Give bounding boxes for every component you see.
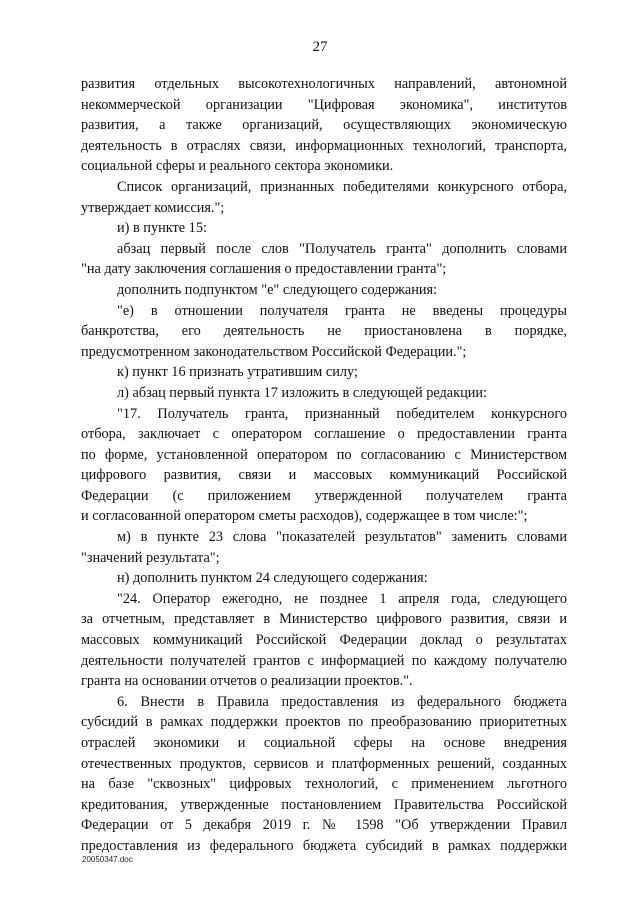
text-line: "24. Оператор ежегодно, не позднее 1 апреля года, следующего [117,590,567,607]
text-line: цифрового развития, связи и массовых коммуникаций Российской [81,467,567,484]
text-line: по форме, установленной оператором по согласованию с Министерством [81,446,567,463]
text-line: за отчетным, представляет в Министерство цифрового развития, связи и [81,611,567,628]
text-line: 6. Внести в Правила предоставления из федерального бюджета [117,693,567,710]
text-line: деятельности получателей грантов с информацией по каждому получателю [81,652,567,669]
text-line: "е) в отношении получателя гранта не введены процедуры [117,302,567,319]
text-line: "значений результата"; [81,549,220,566]
text-line: массовых коммуникаций Российской Федерации доклад о результатах [81,632,567,649]
text-line: гранта на основании отчетов о реализации проектов.". [81,673,413,690]
text-line: "на дату заключения соглашения о предоставлении гранта"; [81,261,447,278]
text-line: развития отдельных высокотехнологичных направлений, автономной [81,76,567,92]
text-line: отраслей экономики и социальной сферы на основе внедрения [81,735,567,751]
text-line: дополнить подпунктом "е" следующего содержания: [117,281,438,298]
text-line: деятельность в отраслях связи, информационных технологий, транспорта, [81,137,567,154]
text-line: л) абзац первый пункта 17 изложить в следующей редакции: [117,384,487,401]
page-number: 27 [312,39,328,55]
text-line: и) в пункте 15: [117,220,207,237]
document-body [81,74,567,857]
text-line: к) пункт 16 признать утратившим силу; [117,364,358,381]
text-line: банкротства, его деятельность не приостановлена в порядке, [81,323,567,340]
text-line: и согласованной оператором сметы расходов), содержащее в том числе:"; [81,508,528,525]
text-line: социальной сферы и реального сектора экономики. [81,158,394,175]
text-line: утверждает комиссия."; [81,199,225,216]
text-line: м) в пункте 23 слова "показателей результатов" заменить словами [117,529,567,546]
text-line: развития, а также организаций, осуществляющих экономическую [81,117,567,134]
text-line: некоммерческой организации "Цифровая экономика", институтов [81,96,567,113]
text-line: на базе "сквозных" цифровых технологий, с применением льготного [81,776,567,793]
text-line: субсидий в рамках поддержки проектов по преобразованию приоритетных [81,714,567,731]
text-line: н) дополнить пунктом 24 следующего содержания: [117,570,428,587]
text-line: отечественных продуктов, сервисов и платформенных решений, созданных [81,755,567,772]
text-line: Федерации (с приложением утвержденной получателем гранта [81,487,567,504]
text-line: Федерации от 5 декабря 2019 г. № 1598 "Об утверждении Правил [81,817,567,834]
footer-filename: 20050347.doc [82,855,133,864]
text-line: кредитования, утвержденные постановлением Правительства Российской [81,796,567,813]
text-line: предусмотренном законодательством Российской Федерации."; [81,343,467,360]
text-line: предоставления из федерального бюджета субсидий в рамках поддержки [81,837,567,854]
text-line: Список организаций, признанных победителями конкурсного отбора, [117,178,567,195]
text-line: "17. Получатель гранта, признанный победителем конкурсного [117,405,567,422]
text-line: отбора, заключает с оператором соглашение о предоставлении гранта [81,426,567,443]
text-line: абзац первый после слов "Получатель гранта" дополнить словами [117,240,567,257]
